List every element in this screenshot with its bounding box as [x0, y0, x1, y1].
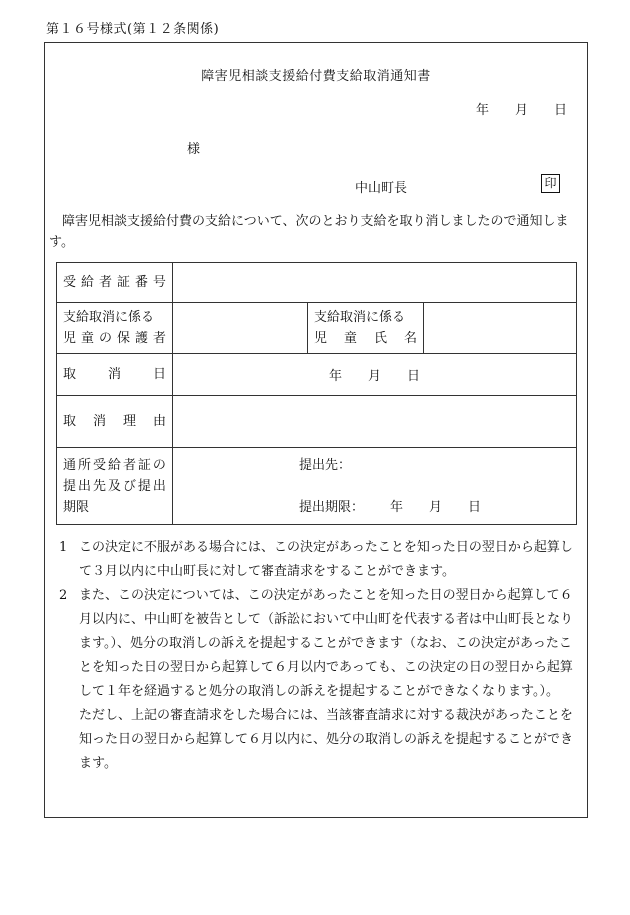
jl-text: 取 消 理 由: [63, 414, 166, 429]
cancel-day: 日: [407, 369, 421, 384]
guardian-label: [57, 303, 173, 354]
child-label-line-2: 児 童 氏 名: [314, 331, 417, 346]
note-item: [59, 584, 583, 776]
guardian-label-line-1: 支給取消に係る: [63, 310, 155, 325]
issue-month: 月: [514, 103, 528, 118]
notes-section: [59, 536, 583, 776]
seal-mark: 印: [541, 174, 560, 193]
recipient-number-label: [57, 263, 173, 303]
note-text-continued: ただし、上記の審査請求をした場合には、当該審査請求に対する裁決があったことを知った日の翌日から起算して６月以内に、処分の取消しの訴えを提起することができます。: [79, 708, 574, 771]
submit-deadline-label: 提出期限：: [299, 499, 365, 515]
document-title: 障害児相談支援給付費支給取消通知書: [201, 69, 431, 84]
reason-field[interactable]: [173, 396, 577, 448]
deadline-day: 日: [468, 499, 482, 515]
cancel-date-label: [57, 354, 173, 396]
child-name-field[interactable]: [424, 303, 577, 354]
issue-year: 年: [475, 103, 489, 118]
issue-date: [450, 99, 567, 118]
issue-day: 日: [553, 103, 567, 118]
cancel-date-field[interactable]: [173, 354, 577, 396]
certificate-label: [57, 448, 173, 525]
child-label-line-1: 支給取消に係る: [314, 310, 406, 325]
note-number: 1: [59, 540, 68, 555]
note-text: この決定に不服がある場合には、この決定があったことを知った日の翌日から起算して３月以内に中山町長に対して審査請求をすることができます。: [79, 540, 573, 579]
submit-to-label: 提出先：: [299, 457, 352, 473]
guardian-label-line-2: 児 童 の 保 護 者: [63, 331, 166, 346]
deadline-year: 年: [390, 499, 404, 515]
note-item: [59, 536, 583, 584]
guardian-field[interactable]: [173, 303, 308, 354]
reason-label: [57, 396, 173, 448]
jl-text: 受 給 者 証 番 号: [63, 275, 166, 290]
recipient-number-field[interactable]: [173, 263, 577, 303]
table-row: [57, 354, 577, 396]
table-row: [57, 448, 577, 525]
certificate-label-line-2: 提 出 先 及 び 提 出: [63, 478, 166, 494]
form-number: 第１６号様式(第１２条関係): [46, 22, 220, 37]
cancel-year: 年: [328, 369, 342, 384]
cancellation-table: [56, 262, 577, 525]
document-frame: [44, 42, 588, 818]
intro-text: 障害児相談支援給付費の支給について、次のとおり支給を取り消しましたので通知します。: [49, 214, 569, 250]
note-number: 2: [59, 588, 68, 603]
jl-text: 取 消 日: [63, 367, 166, 382]
certificate-field[interactable]: [173, 448, 577, 525]
child-name-label: [308, 303, 424, 354]
addressee-suffix: 様: [187, 142, 201, 157]
certificate-label-line-1: 通 所 受 給 者 証 の: [63, 457, 166, 473]
note-text: また、この決定については、この決定があったことを知った日の翌日から起算して６月以内に、中山町を被告として（訴訟において中山町を代表する者は中山町長となります。）、処分の取消しの訴えを提起することができます（なお、この決定があったことを知った日の翌日から起算して６月以内であっても、この決定の日の翌日から起算して１年を経過すると処分の取消しの訴えを提起することができなくなります。）。: [79, 588, 574, 699]
submit-deadline: [299, 497, 570, 518]
table-row: [57, 263, 577, 303]
table-row: [57, 303, 577, 354]
deadline-month: 月: [429, 499, 443, 515]
table-row: [57, 396, 577, 448]
issuer-name: 中山町長: [355, 181, 408, 196]
certificate-label-line-3: 期限: [63, 499, 90, 515]
cancel-month: 月: [367, 369, 381, 384]
